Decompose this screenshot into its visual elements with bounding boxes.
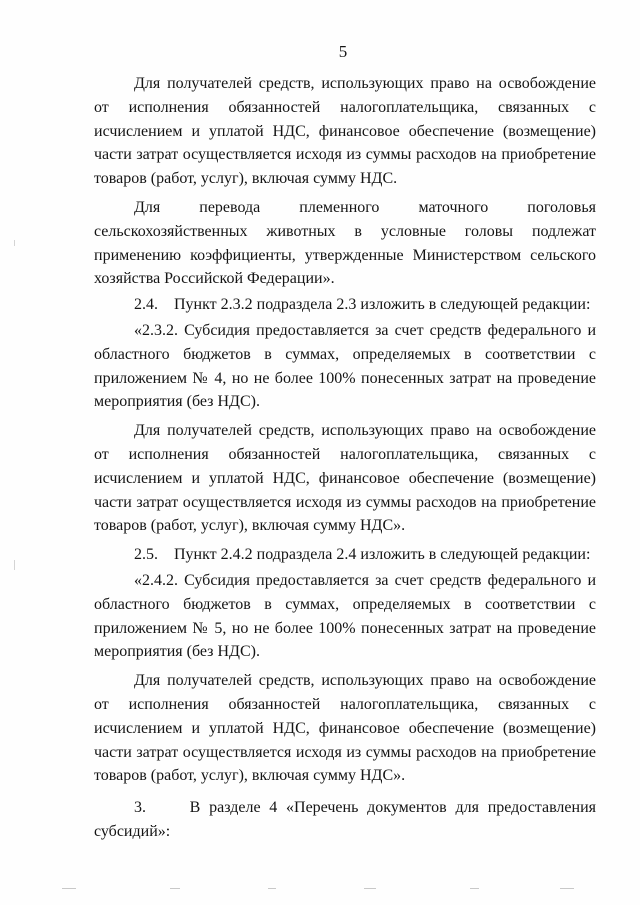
scan-noise-dot [364, 888, 376, 889]
paragraph-vat-exemption-1: Для получателей средств, использующих право на освобождение от исполнения обязанностей налогоплательщика, связанных с исчислением и уплатой НДС, финансовое обеспечение (возмещение) части затрат осуществляется исходя из суммы расходов на приобретение товаров (работ, услуг), включая сумму НДС. [94, 75, 596, 188]
scan-noise-line [0, 888, 640, 894]
paragraph-subsidy-2-4-2: «2.4.2. Субсидия предоставляется за счет средств федерального и областного бюджетов в суммах, определяемых в соответствии с приложением № 5, но не более 100% понесенных затрат на проведение мероприятия (без НДС). [94, 571, 596, 661]
scan-noise-dot [170, 888, 180, 889]
paragraph-item-3: 3. В разделе 4 «Перечень документов для предоставления субсидий»: [94, 799, 596, 840]
paragraph-item-2-4: 2.4. Пункт 2.3.2 подраздела 2.3 изложить в следующей редакции: [134, 296, 591, 314]
paragraph-vat-exemption-2: Для получателей средств, использующих право на освобождение от исполнения обязанностей налогоплательщика, связанных с исчислением и уплатой НДС, финансовое обеспечение (возмещение) части затрат осуществляется исходя из суммы расходов на приобретение товаров (работ, услуг), включая сумму НДС». [94, 422, 596, 535]
paragraph-subsidy-2-3-2: «2.3.2. Субсидия предоставляется за счет средств федерального и областного бюджетов в суммах, определяемых в соответствии с приложением № 4, но не более 100% понесенных затрат на проведение мероприятия (без НДС). [94, 321, 596, 411]
paragraph-vat-exemption-3: Для получателей средств, использующих право на освобождение от исполнения обязанностей налогоплательщика, связанных с исчислением и уплатой НДС, финансовое обеспечение (возмещение) части затрат осуществляется исходя из суммы расходов на приобретение товаров (работ, услуг), включая сумму НДС». [94, 672, 596, 785]
document-body [94, 72, 596, 844]
scan-noise-dot [470, 888, 479, 889]
scan-noise-dot [560, 888, 574, 889]
paragraph-conversion-coefficients: Для перевода племенного маточного поголовья сельскохозяйственных животных в условные головы подлежат применению коэффициенты, утвержденные Министерством сельского хозяйства Российской Федерации». [94, 198, 596, 288]
paragraph-item-2-5: 2.5. Пункт 2.4.2 подраздела 2.4 изложить в следующей редакции: [134, 546, 591, 564]
scan-noise-dot [268, 888, 276, 889]
scan-noise-dot [62, 888, 76, 889]
page-number: 5 [338, 42, 348, 61]
scan-edge-mark [14, 240, 15, 246]
scan-edge-mark [14, 560, 15, 570]
